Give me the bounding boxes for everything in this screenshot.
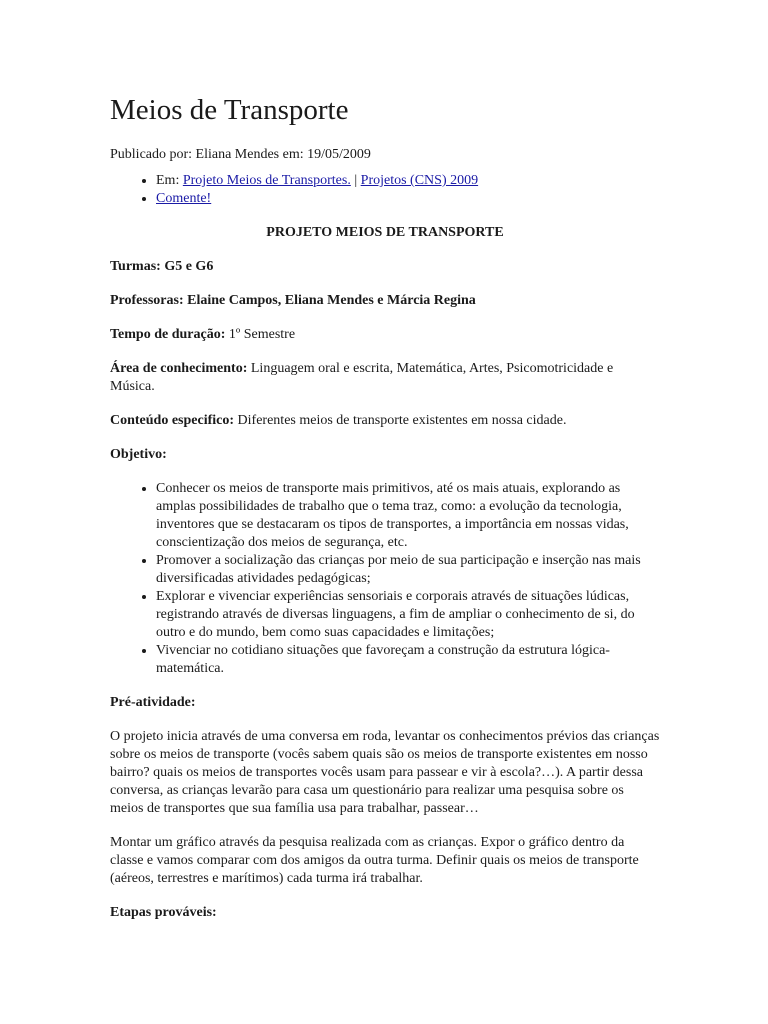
- list-item: • Conhecer os meios de transporte mais primitivos, até os mais atuais, explorando as amplas possibilidades de trabalho que o tema traz, como: a evolução da tecnologia, inventores que se destacaram os tipos de transportes, a importância em nossas vidas, conscientização dos meios de segurança, etc.: [156, 480, 660, 552]
- category-link-projeto[interactable]: Projeto Meios de Transportes.: [182, 173, 351, 188]
- meta-list: [110, 172, 660, 208]
- turmas-text: Turmas: G5 e G6: [110, 259, 214, 274]
- etapas-heading-text: Etapas prováveis:: [110, 905, 217, 920]
- tempo-value: 1º Semestre: [225, 327, 296, 342]
- list-item: • Explorar e vivenciar experiências sensoriais e corporais através de situações lúdicas, registrando através de diversas linguagens, a fim de ampliar o conhecimento de si, do outro e do mundo, bem como suas capacidades e limitações;: [156, 588, 660, 642]
- objetivo-heading-text: Objetivo:: [110, 447, 167, 462]
- pre-atividade-heading-text: Pré-atividade:: [110, 695, 196, 710]
- page-title: Meios de Transporte: [110, 94, 349, 126]
- em-label: Em:: [156, 173, 183, 188]
- tempo-line: [110, 326, 660, 344]
- pre-atividade-heading: [110, 694, 660, 712]
- article: [110, 92, 660, 922]
- etapas-heading: [110, 904, 660, 922]
- comment-item: [156, 190, 660, 208]
- objetivo-list: [110, 480, 660, 678]
- category-link-projetos[interactable]: Projetos (CNS) 2009: [360, 173, 479, 188]
- professoras-text: Professoras: Elaine Campos, Eliana Mendes e Márcia Regina: [110, 293, 476, 308]
- tempo-label: Tempo de duração:: [110, 327, 226, 342]
- category-item: [156, 172, 660, 190]
- conteudo-value: Diferentes meios de transporte existentes em nossa cidade.: [234, 413, 567, 428]
- area-value: Linguagem oral e escrita, Matemática, Artes, Psicomotricidade e Música.: [110, 361, 614, 394]
- conteudo-line: [110, 412, 660, 430]
- list-item: • Vivenciar no cotidiano situações que favoreçam a construção da estrutura lógica-matemática.: [156, 642, 660, 678]
- pre-atividade-paragraph-2: Montar um gráfico através da pesquisa realizada com as crianças. Expor o gráfico dentro da classe e vamos comparar com dos amigos da outra turma. Definir quais os meios de transporte (aéreos, terrestres e marítimos) cada turma irá trabalhar.: [110, 835, 639, 886]
- published-line: Publicado por: Eliana Mendes em: 19/05/2009: [110, 147, 371, 162]
- conteudo-label: Conteúdo especifico:: [110, 413, 235, 428]
- turmas-line: [110, 258, 660, 276]
- comment-link[interactable]: Comente!: [156, 191, 212, 206]
- pre-atividade-paragraph-1: O projeto inicia através de uma conversa em roda, levantar os conhecimentos prévios das crianças sobre os meios de transporte (vocês sabem quais são os meios de transporte existentes em nosso bairro? quais os meios de transportes vocês usam para passear e vir à escola?…). A partir dessa conversa, as crianças levarão para casa um questionário para realizar uma pesquisa sobre os meios de transportes que sua família usa para trabalhar, passear…: [110, 729, 660, 816]
- area-label: Área de conhecimento:: [110, 361, 248, 376]
- list-item: • Promover a socialização das crianças por meio de sua participação e inserção nas mais diversificadas atividades pedagógicas;: [156, 552, 660, 588]
- link-separator: |: [350, 173, 361, 188]
- objetivo-heading: [110, 446, 660, 464]
- area-line: [110, 360, 660, 396]
- professoras-line: [110, 292, 660, 310]
- project-title: PROJETO MEIOS DE TRANSPORTE: [266, 225, 504, 240]
